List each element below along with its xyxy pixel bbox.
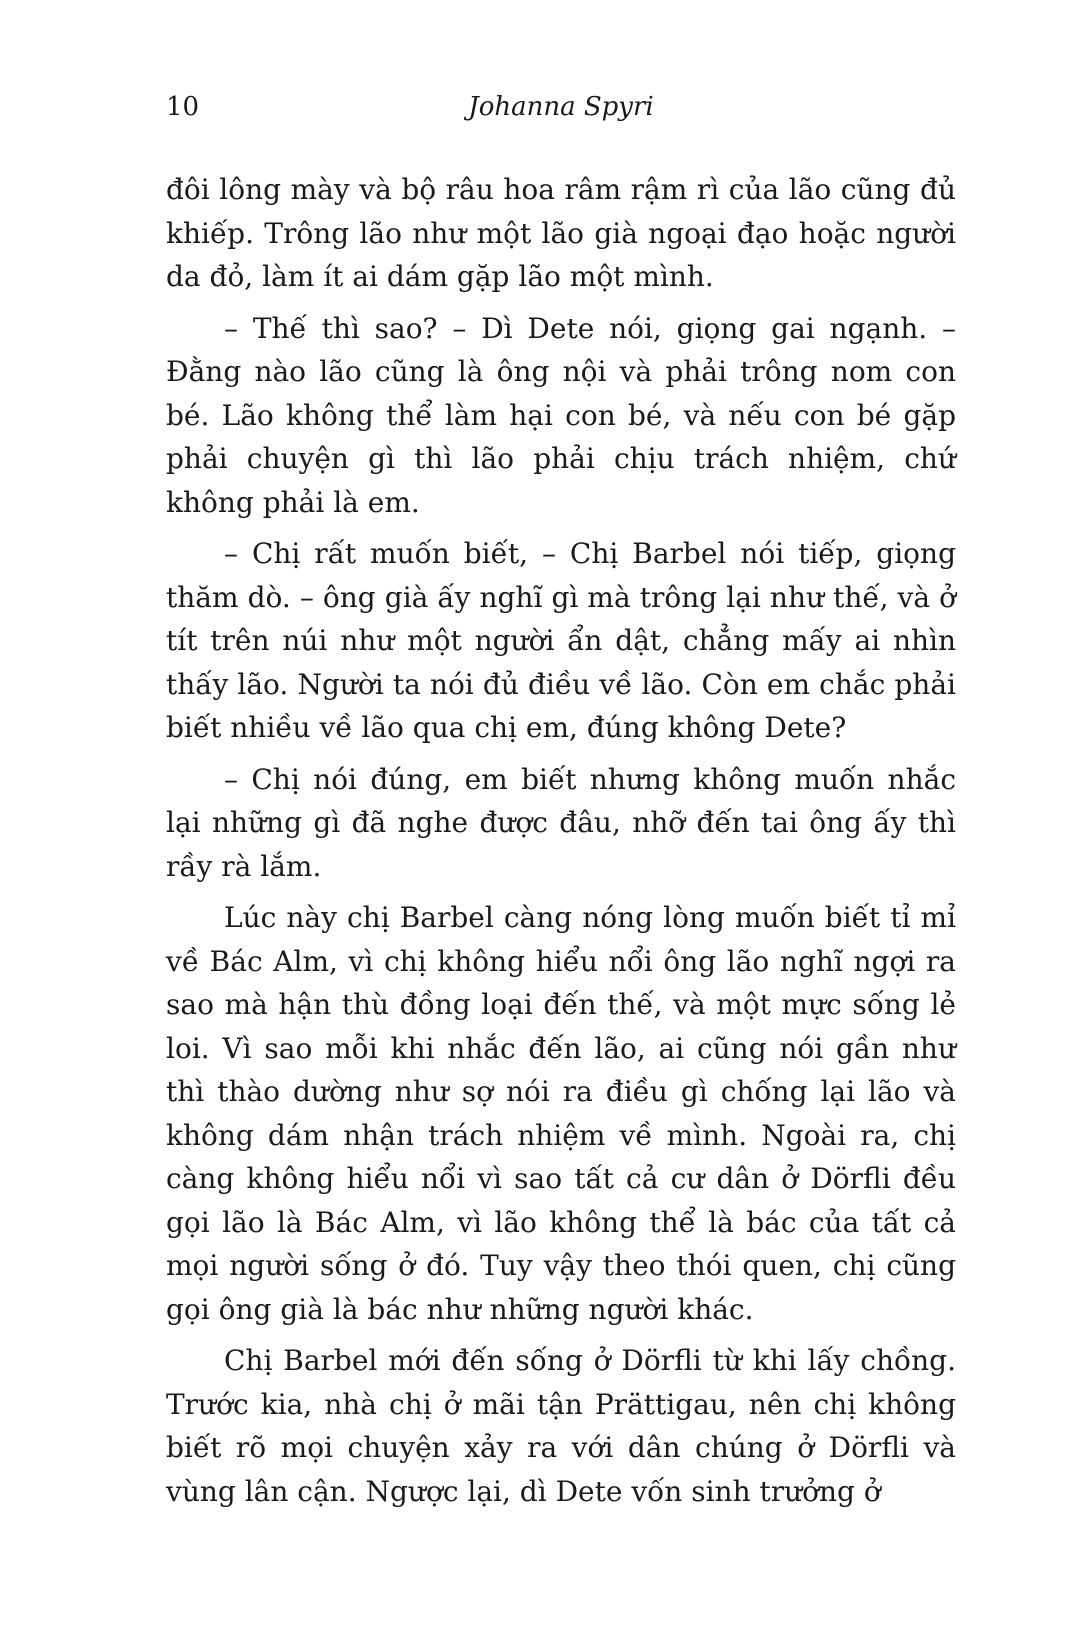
paragraph: – Thế thì sao? – Dì Dete nói, giọng gai ngạnh. – Đằng nào lão cũng là ông nội và phải trông nom con bé. Lão không thể làm hại con bé, và nếu con bé gặp phải chuyện gì thì lão phải chịu trách nhiệm, chứ không phải là em.: [166, 311, 956, 519]
paragraph: Chị Barbel mới đến sống ở Dörfli từ khi lấy chồng. Trước kia, nhà chị ở mãi tận Prättigau, nên chị không biết rõ mọi chuyện xảy ra với dân chúng ở Dörfli và vùng lân cận. Ngược lại, dì Dete vốn sinh trưởng ở: [166, 1344, 956, 1508]
paragraph: Lúc này chị Barbel càng nóng lòng muốn biết tỉ mỉ về Bác Alm, vì chị không hiểu nổi ông lão nghĩ ngợi ra sao mà hận thù đồng loại đến thế, và một mực sống lẻ loi. Vì sao mỗi khi nhắc đến lão, ai cũng nói gần như thì thào dường như sợ nói ra điều gì chống lại lão và không dám nhận trách nhiệm về mình. Ngoài ra, chị càng không hiểu nổi vì sao tất cả cư dân ở Dörfli đều gọi lão là Bác Alm, vì lão không thể là bác của tất cả mọi người sống ở đó. Tuy vậy theo thói quen, chị cũng gọi ông già là bác như những người khác.: [166, 901, 956, 1326]
page-number: 10: [166, 92, 200, 122]
paragraph-continued: đôi lông mày và bộ râu hoa râm rậm rì của lão cũng đủ khiếp. Trông lão như một lão già ngoại đạo hoặc người da đỏ, làm ít ai dám gặp lão một mình.: [166, 173, 956, 293]
body-text: [166, 168, 956, 1521]
header-author: Johanna Spyri: [468, 92, 654, 122]
paragraph: – Chị rất muốn biết, – Chị Barbel nói tiếp, giọng thăm dò. – ông già ấy nghĩ gì mà trông lại như thế, và ở tít trên núi như một người ẩn dật, chẳng mấy ai nhìn thấy lão. Người ta nói đủ điều về lão. Còn em chắc phải biết nhiều về lão qua chị em, đúng không Dete?: [166, 537, 956, 744]
paragraph: – Chị nói đúng, em biết nhưng không muốn nhắc lại những gì đã nghe được đâu, nhỡ đến tai ông ấy thì rầy rà lắm.: [166, 762, 956, 883]
running-header: [166, 92, 956, 132]
